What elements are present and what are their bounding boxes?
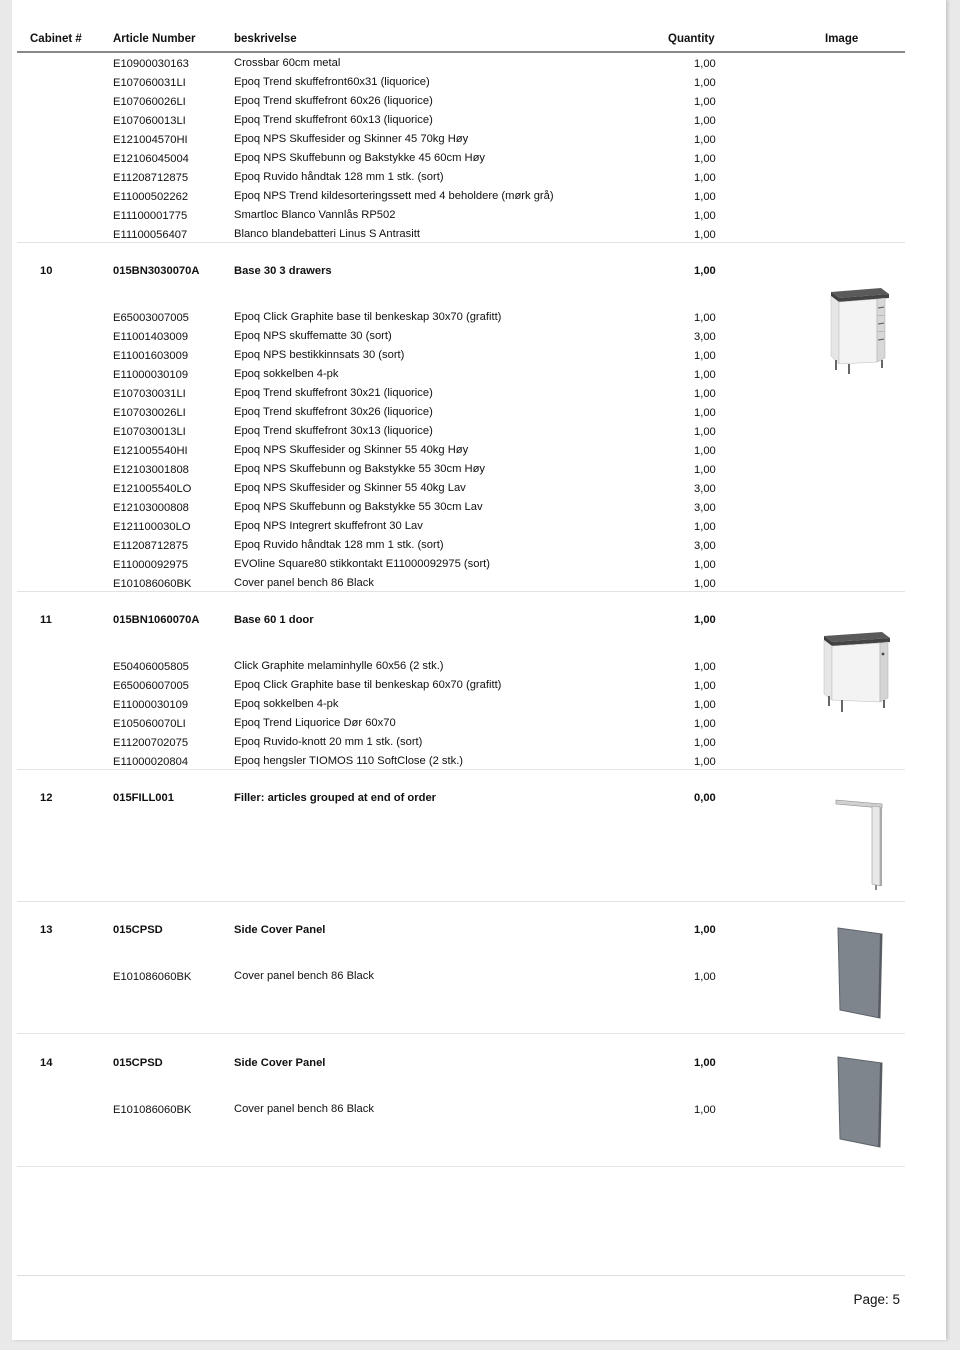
table-row: E12106045004 Epoq NPS Skuffebunn og Bakstykke 45 60cm Høy 1,00 bbox=[113, 152, 716, 165]
table-row: E101086060BK Cover panel bench 86 Black 1,00 bbox=[113, 1103, 716, 1116]
section-divider bbox=[17, 1033, 905, 1034]
header-divider bbox=[17, 51, 905, 53]
header-article: Article Number bbox=[113, 33, 196, 45]
header-image: Image bbox=[825, 33, 859, 45]
table-row: E107030031LI Epoq Trend skuffefront 30x21 (liquorice) 1,00 bbox=[113, 387, 716, 400]
table-row: E121004570HI Epoq NPS Skuffesider og Skinner 45 70kg Høy 1,00 bbox=[113, 133, 716, 146]
table-row: E121005540HI Epoq NPS Skuffesider og Skinner 55 40kg Høy 1,00 bbox=[113, 444, 716, 457]
table-row: E12103001808 Epoq NPS Skuffebunn og Bakstykke 55 30cm Høy 1,00 bbox=[113, 463, 716, 476]
header-description: beskrivelse bbox=[234, 33, 297, 45]
section-divider bbox=[17, 901, 905, 902]
table-row: E12103000808 Epoq NPS Skuffebunn og Bakstykke 55 30cm Lav 3,00 bbox=[113, 501, 716, 514]
table-row: E11208712875 Epoq Ruvido håndtak 128 mm 1 stk. (sort) 1,00 bbox=[113, 171, 716, 184]
table-row: E11000502262 Epoq NPS Trend kildesorteringssett med 4 beholdere (mørk grå) 1,00 bbox=[113, 190, 716, 203]
section-divider bbox=[17, 591, 905, 592]
section-divider bbox=[17, 769, 905, 770]
table-row: E11000030109 Epoq sokkelben 4-pk 1,00 bbox=[113, 698, 716, 711]
table-row: E11100056407 Blanco blandebatteri Linus S Antrasitt 1,00 bbox=[113, 228, 716, 241]
table-row: E107060031LI Epoq Trend skuffefront60x31 (liquorice) 1,00 bbox=[113, 76, 716, 89]
table-row: E121100030LO Epoq NPS Integrert skuffefront 30 Lav 1,00 bbox=[113, 520, 716, 533]
table-row: E10900030163 Crossbar 60cm metal 1,00 bbox=[113, 57, 716, 70]
table-row: E11200702075 Epoq Ruvido-knott 20 mm 1 stk. (sort) 1,00 bbox=[113, 736, 716, 749]
page-number: Page: 5 bbox=[853, 1292, 900, 1307]
table-row: E11001603009 Epoq NPS bestikkinnsats 30 (sort) 1,00 bbox=[113, 349, 716, 362]
table-row: E107060026LI Epoq Trend skuffefront 60x26 (liquorice) 1,00 bbox=[113, 95, 716, 108]
table-row: E11000020804 Epoq hengsler TIOMOS 110 SoftClose (2 stk.) 1,00 bbox=[113, 755, 716, 768]
section-divider bbox=[17, 1166, 905, 1167]
header-quantity: Quantity bbox=[668, 33, 715, 45]
table-row: E107030026LI Epoq Trend skuffefront 30x26 (liquorice) 1,00 bbox=[113, 406, 716, 419]
table-row: E101086060BK Cover panel bench 86 Black 1,00 bbox=[113, 970, 716, 983]
table-row: E11000030109 Epoq sokkelben 4-pk 1,00 bbox=[113, 368, 716, 381]
filler-panel-image bbox=[832, 796, 888, 892]
table-row: E11100001775 Smartloc Blanco Vannlås RP502 1,00 bbox=[113, 209, 716, 222]
document-page: Cabinet # Article Number beskrivelse Quantity Image E10900030163 Crossbar 60cm metal 1,00 E107060031LI Epoq Trend skuffefront60x31 (liquorice) 1,00 E107060026LI Epoq Trend skuffefront 60x26 (liquorice) 1,00 E107060013LI Epoq Trend skuffefront 60x13 (liquorice) 1,00 E121004570HI Epoq NPS Skuffesider og Skinner 45 70kg Høy 1,00 E12106045004 Epoq NPS Skuffebunn og Bakstykke 45 60cm Høy 1,00 E11208712875 Epoq Ruvido håndtak 128 mm 1 stk. (sort) 1,00 E11000502262 Epoq NPS Trend kildesorteringssett med 4 beholdere (mørk grå) 1,00 E11100001775 Smartloc Blanco Vannlås RP502 1,00 E11100056407 Blanco blandebatteri Linus S Antrasitt 1,00 10 015BN3030070A Base 30 3 drawers 1,00 E65003007005 Epoq Click Graphite base til benkeskap 30x70 (grafitt) 1,00 E11001403009 Epoq NPS skuffematte 30 (sort) 3,00 E11001603009 Epoq NPS bestikkinnsats 30 (sort) 1,00 E11000030109 Epoq sokkelben 4-pk 1,00 E107030031LI Epoq Trend skuffefront 30x21 (liquorice) 1,00 E107030026LI Epoq Trend skuffefront 30x26 (liquorice) 1,00 E107030013LI Epoq Trend skuffefront 30x13 (liquorice) 1,00 E121005540HI Epoq NPS Skuffesider og Skinner 55 40kg Høy 1,00 E12103001808 Epoq NPS Skuffebunn og Bakstykke 55 30cm Høy 1,00 E121005540LO Epoq NPS Skuffesider og Skinner 55 40kg Lav 3,00 E12103000808 Epoq NPS Skuffebunn og Bakstykke 55 30cm Lav 3,00 E121100030LO Epoq NPS Integrert skuffefront 30 Lav 1,00 E11208712875 Epoq Ruvido håndtak 128 mm 1 stk. (sort) 3,00 E11000092975 EVOline Square80 stikkontakt E11000092975 (sort) 1,00 E101086060BK Cover panel bench 86 Black 1,00 11 015BN1060070A Base 60 1 door 1,00 E50406005805 Click Graphite melaminhylle 60x56 (2 stk.) 1,00 E65006007005 Epoq Click Graphite base til benkeskap 60x70 (grafitt) 1,00 E11000030109 Epoq sokkelben 4-pk 1,00 E105060070LI Epoq Trend Liquorice Dør 60x70 1,00 E11200702075 Epoq Ruvido-knott 20 mm 1 stk. (sort) 1,00 E11000020804 Epoq hengsler TIOMOS 110 SoftClose (2 stk.) 1,00 12 015FILL001 Filler: articles grouped at end of order 0,00 13 015CPSD Side Cover Panel 1,00 E101086060BK Cover panel bench 86 Black 1,00 14 015CPSD Side Cover Panel 1,00 E101086060BK Cover panel bench 86 Black 1,00 Page: 5 bbox=[12, 0, 946, 1340]
table-row: E105060070LI Epoq Trend Liquorice Dør 60x70 1,00 bbox=[113, 717, 716, 730]
header-cabinet: Cabinet # bbox=[30, 33, 82, 45]
table-row: E11208712875 Epoq Ruvido håndtak 128 mm 1 stk. (sort) 3,00 bbox=[113, 539, 716, 552]
footer-divider bbox=[17, 1275, 905, 1276]
table-row: E50406005805 Click Graphite melaminhylle 60x56 (2 stk.) 1,00 bbox=[113, 660, 716, 673]
table-row: E65006007005 Epoq Click Graphite base til benkeskap 60x70 (grafitt) 1,00 bbox=[113, 679, 716, 692]
table-row: E11000092975 EVOline Square80 stikkontakt E11000092975 (sort) 1,00 bbox=[113, 558, 716, 571]
table-row: E11001403009 Epoq NPS skuffematte 30 (sort) 3,00 bbox=[113, 330, 716, 343]
table-row: E107060013LI Epoq Trend skuffefront 60x13 (liquorice) 1,00 bbox=[113, 114, 716, 127]
table-row: E65003007005 Epoq Click Graphite base til benkeskap 30x70 (grafitt) 1,00 bbox=[113, 311, 716, 324]
section-divider bbox=[17, 242, 905, 243]
table-row: E121005540LO Epoq NPS Skuffesider og Skinner 55 40kg Lav 3,00 bbox=[113, 482, 716, 495]
table-row: E107030013LI Epoq Trend skuffefront 30x13 (liquorice) 1,00 bbox=[113, 425, 716, 438]
table-row: E101086060BK Cover panel bench 86 Black 1,00 bbox=[113, 577, 716, 590]
